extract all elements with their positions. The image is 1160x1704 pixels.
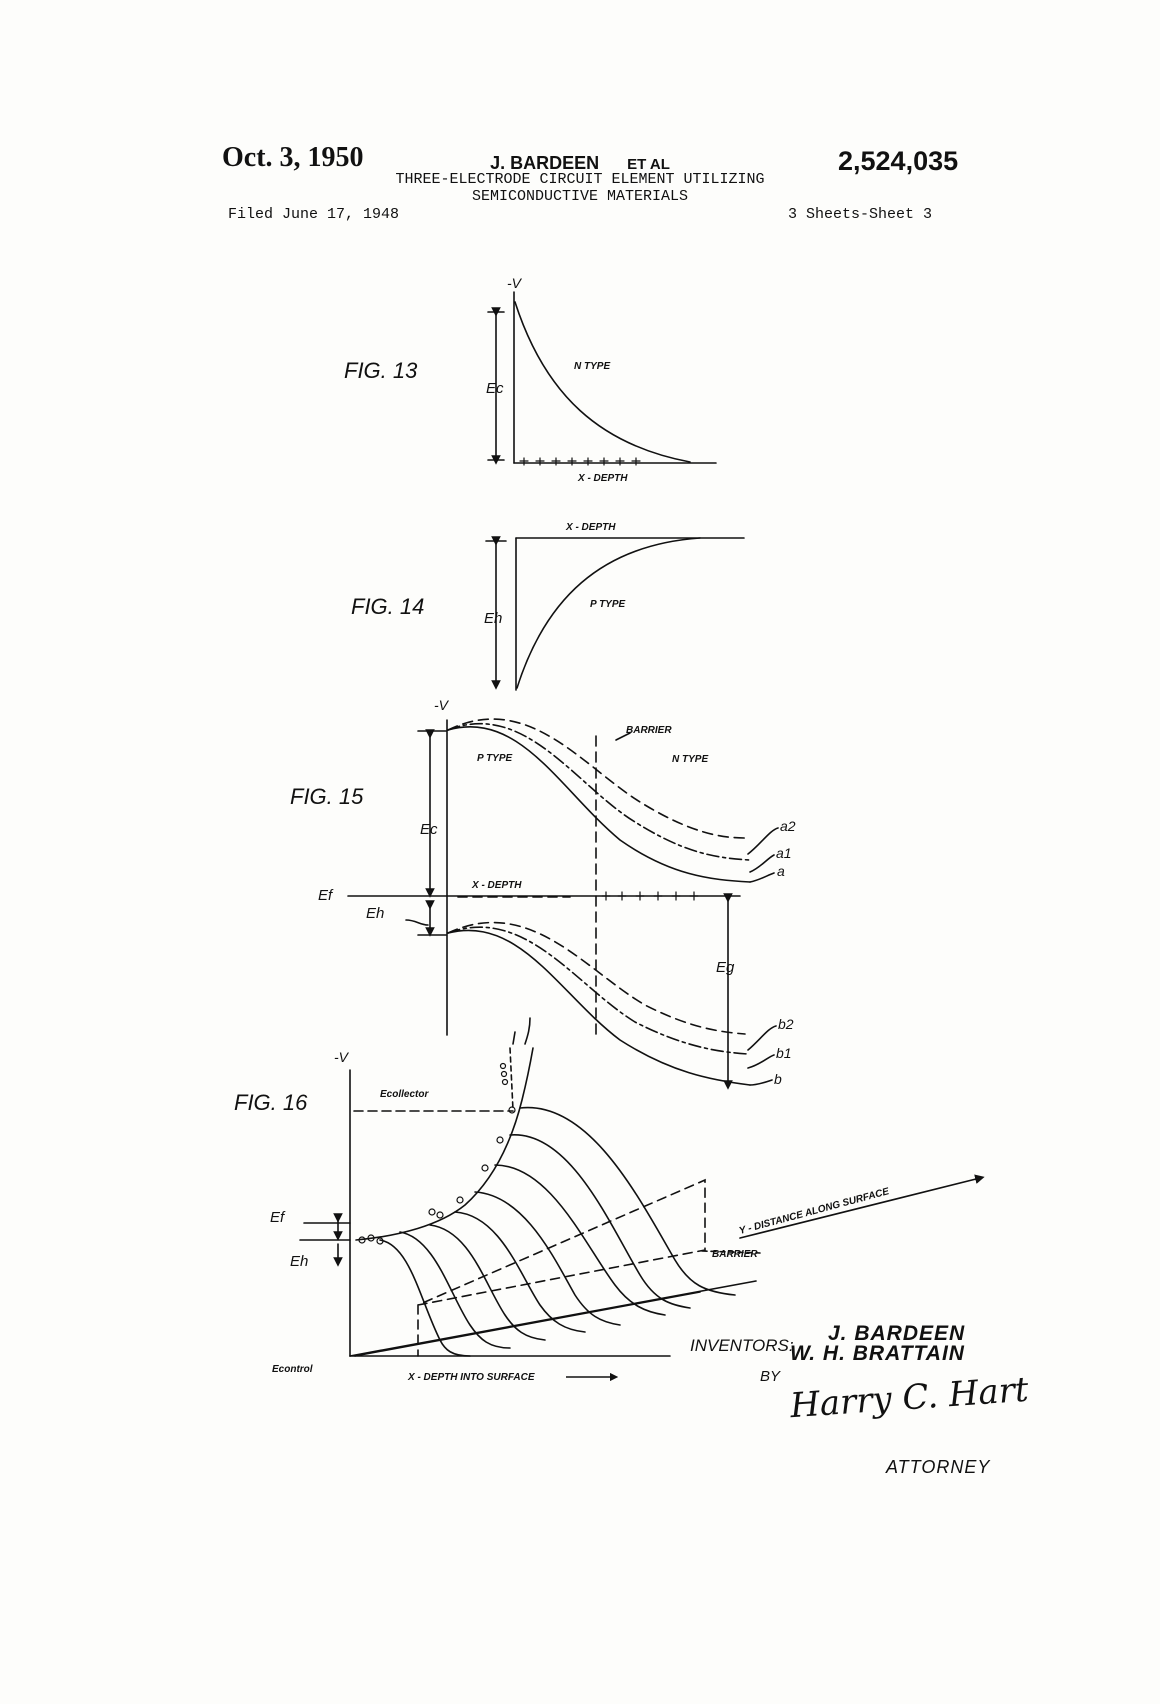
fig15-eg-label: Eg <box>716 959 735 976</box>
fig15-curve-b1 <box>448 927 748 1054</box>
fig15-drawing <box>348 719 778 1085</box>
inventor-2: W. H. BRATTAIN <box>790 1342 965 1365</box>
fig14-band-curve <box>517 538 700 688</box>
fig14-region-label: P TYPE <box>590 599 626 610</box>
fig15-region-p: P TYPE <box>477 753 513 764</box>
fig15-curve-b <box>448 930 750 1085</box>
fig16-collector-drop <box>510 1048 513 1110</box>
fig14-x-axis-label: X - DEPTH <box>566 522 616 533</box>
fig15-barrier-label: BARRIER <box>626 725 672 736</box>
patent-date: Oct. 3, 1950 <box>222 142 364 173</box>
title-line-1: THREE-ELECTRODE CIRCUIT ELEMENT UTILIZING <box>395 171 765 188</box>
fig16-v-axis-label: -V <box>334 1049 348 1065</box>
fig15-eh-label: Eh <box>366 905 385 922</box>
filed-date: Filed June 17, 1948 <box>228 206 400 223</box>
fig15-curve-a-label: a <box>777 863 785 879</box>
inventor-1: J. BARDEEN <box>828 1322 966 1345</box>
fig13-region-label: N TYPE <box>574 361 611 372</box>
fig16-collector-label: Ecollector <box>380 1089 429 1100</box>
fig16-barrier-label: BARRIER <box>712 1249 758 1260</box>
attorney-signature: Harry C. Hart <box>788 1369 1030 1427</box>
fig16-control-label: Econtrol <box>272 1364 313 1375</box>
fig16-ef-label: Ef <box>270 1209 285 1226</box>
fig13-drawing <box>488 292 716 463</box>
by-label: BY <box>760 1368 781 1385</box>
fig15-curve-b2-label: b2 <box>778 1016 794 1032</box>
fig16-label: FIG. 16 <box>234 1090 308 1115</box>
fig14-label: FIG. 14 <box>351 594 425 619</box>
fig16-curve-6 <box>495 1165 665 1315</box>
attorney-label: ATTORNEY <box>886 1457 991 1477</box>
inventors-label: INVENTORS: <box>690 1336 794 1355</box>
fig15-curve-a1 <box>448 724 750 860</box>
fig15-curve-b-label: b <box>774 1071 782 1087</box>
fig15-ec-label: Ec <box>420 821 438 838</box>
fig16-surface-envelope <box>356 1048 533 1240</box>
fig15-x-axis-label: X - DEPTH <box>472 880 522 891</box>
fig13-label: FIG. 13 <box>344 358 418 383</box>
et-al: ET AL <box>627 156 670 173</box>
fig13-v-axis-label: -V <box>507 275 521 291</box>
inventor-name: J. BARDEEN <box>490 153 600 173</box>
fig15-curve-a2-label: a2 <box>780 818 796 834</box>
fig16-x-axis-label: X - DEPTH INTO SURFACE <box>408 1372 535 1383</box>
fig16-surface-arrow <box>737 1178 980 1238</box>
fig16-curve-8 <box>520 1108 735 1295</box>
fig15-curve-a1-label: a1 <box>776 845 792 861</box>
fig15-curve-a <box>448 727 750 882</box>
fig16-eh-label: Eh <box>290 1253 309 1270</box>
fig16-curve-5 <box>475 1192 620 1325</box>
fig13-charge-markers <box>520 458 640 465</box>
fig16-drawing <box>300 1018 980 1356</box>
fig13-energy-label: Ec <box>486 380 504 397</box>
sheet-count: 3 Sheets-Sheet 3 <box>788 206 933 223</box>
fig15-region-n: N TYPE <box>672 754 709 765</box>
fig15-curve-b1-label: b1 <box>776 1045 792 1061</box>
fig15-ef-label: Ef <box>318 887 333 904</box>
fig14-drawing <box>486 538 744 690</box>
fig16-y-axis-label: Y - DISTANCE ALONG SURFACE <box>737 1186 891 1237</box>
title-line-2: SEMICONDUCTIVE MATERIALS <box>471 188 689 205</box>
fig13-x-axis-label: X - DEPTH <box>578 473 628 484</box>
fig15-v-axis-label: -V <box>434 697 448 713</box>
fig16-curve-4 <box>455 1212 585 1332</box>
patent-number: 2,524,035 <box>838 146 959 176</box>
fig14-energy-label: Eh <box>484 610 503 627</box>
fig13-band-curve <box>515 302 690 462</box>
fig15-label: FIG. 15 <box>290 784 364 809</box>
